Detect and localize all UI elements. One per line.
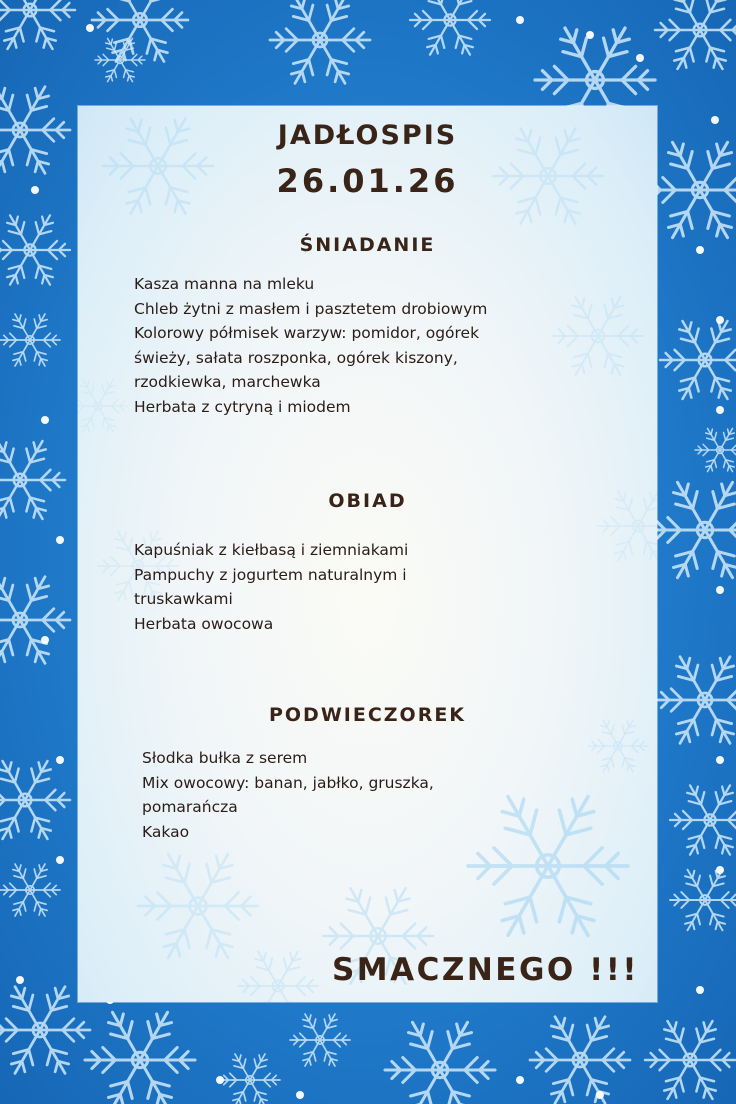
snowflake-icon [78,380,128,432]
snowflake-icon [0,0,75,49]
snow-dot [56,856,64,864]
snowflake-icon [0,864,60,916]
snowflake-icon [95,38,145,81]
snowflake-icon [645,142,736,237]
snowflake-icon [0,987,90,1074]
snowflake-icon [385,1022,495,1104]
snowflake-icon [0,577,70,664]
snowflake-icon [670,785,736,854]
snow-dot [716,586,724,594]
snow-dot [696,986,704,994]
snow-dot [711,116,719,124]
snow-dot [596,1091,604,1099]
snowflake-icon [220,1054,280,1104]
snowflake-icon [645,1021,735,1099]
snow-dot [56,536,64,544]
snowflake-icon [660,321,736,399]
closing-text: SMACZNEGO !!! [331,952,639,988]
menu-item: świeży, sałata roszponka, ogórek kiszony, [134,348,458,367]
menu-item: Mix owocowy: banan, jabłko, gruszka, [142,773,434,792]
snowflake-icon [655,657,736,744]
snow-dot [41,416,49,424]
menu-item: Kasza manna na mleku [134,275,315,293]
snowflake-icon [410,0,490,55]
snowflake-icon [290,1014,350,1066]
menu-date: 26.01.26 [276,162,459,200]
menu-title: JADŁOSPIS [277,120,458,151]
snow-dot [216,1076,224,1084]
snow-dot [716,316,724,324]
snowflake-icon [553,297,643,375]
menu-item: Kakao [142,822,190,841]
snow-dot [516,1076,524,1084]
snowflake-icon [530,1017,630,1104]
menu-item: truskawkami [134,590,233,608]
snowflake-icon [0,441,65,519]
snowflake-icon [588,720,648,772]
snowflake-icon [0,314,60,366]
snow-dot [586,31,594,39]
menu-item: pomarańcza [142,798,238,816]
menu-item: rzodkiewka, marchewka [134,373,321,391]
snow-dot [56,756,64,764]
snowflake-icon [138,854,258,958]
menu-item: Słodka bułka z serem [142,749,308,767]
menu-item: Kapuśniak z kiełbasą i ziemniakami [134,541,409,559]
snow-dot [516,16,524,24]
section-heading-breakfast: ŚNIADANIE [299,234,436,256]
snowflake-icon [655,0,736,69]
snowflake-icon [468,797,628,936]
snow-dot [41,636,49,644]
snack-items [142,746,434,844]
menu-item: Herbata owocowa [134,614,274,633]
snowflake-icon [270,0,370,83]
menu-item: Chleb żytni z masłem i pasztetem drobiowym [134,299,488,318]
snowflake-icon [670,870,736,931]
breakfast-items [134,272,487,419]
snow-dot [696,246,704,254]
snow-dot [716,756,724,764]
snowflake-icon [0,215,70,284]
menu-item: Kolorowy półmisek warzyw: pomidor, ogórek [134,324,480,342]
menu-item: Pampuchy z jogurtem naturalnym i [134,565,407,584]
snow-dot [716,406,724,414]
snow-dot [86,24,94,32]
snowflake-icon [650,482,736,577]
lunch-items [134,538,408,636]
snowflake-icon [238,951,318,1002]
snow-dot [716,866,724,874]
section-heading-snack: PODWIECZOREK [268,704,467,726]
snowflake-icon [695,428,736,471]
section-heading-lunch: OBIAD [328,490,407,512]
snowflake-icon [85,1012,195,1104]
snow-dot [296,1091,304,1099]
menu-card [78,106,657,1002]
snow-dot [31,186,39,194]
snowflake-icon [92,0,188,62]
menu-item: Herbata z cytryną i miodem [134,397,351,416]
snowflake-icon [0,761,70,839]
snow-dot [636,54,644,62]
snow-dot [16,976,24,984]
snowflake-icon [0,87,70,174]
